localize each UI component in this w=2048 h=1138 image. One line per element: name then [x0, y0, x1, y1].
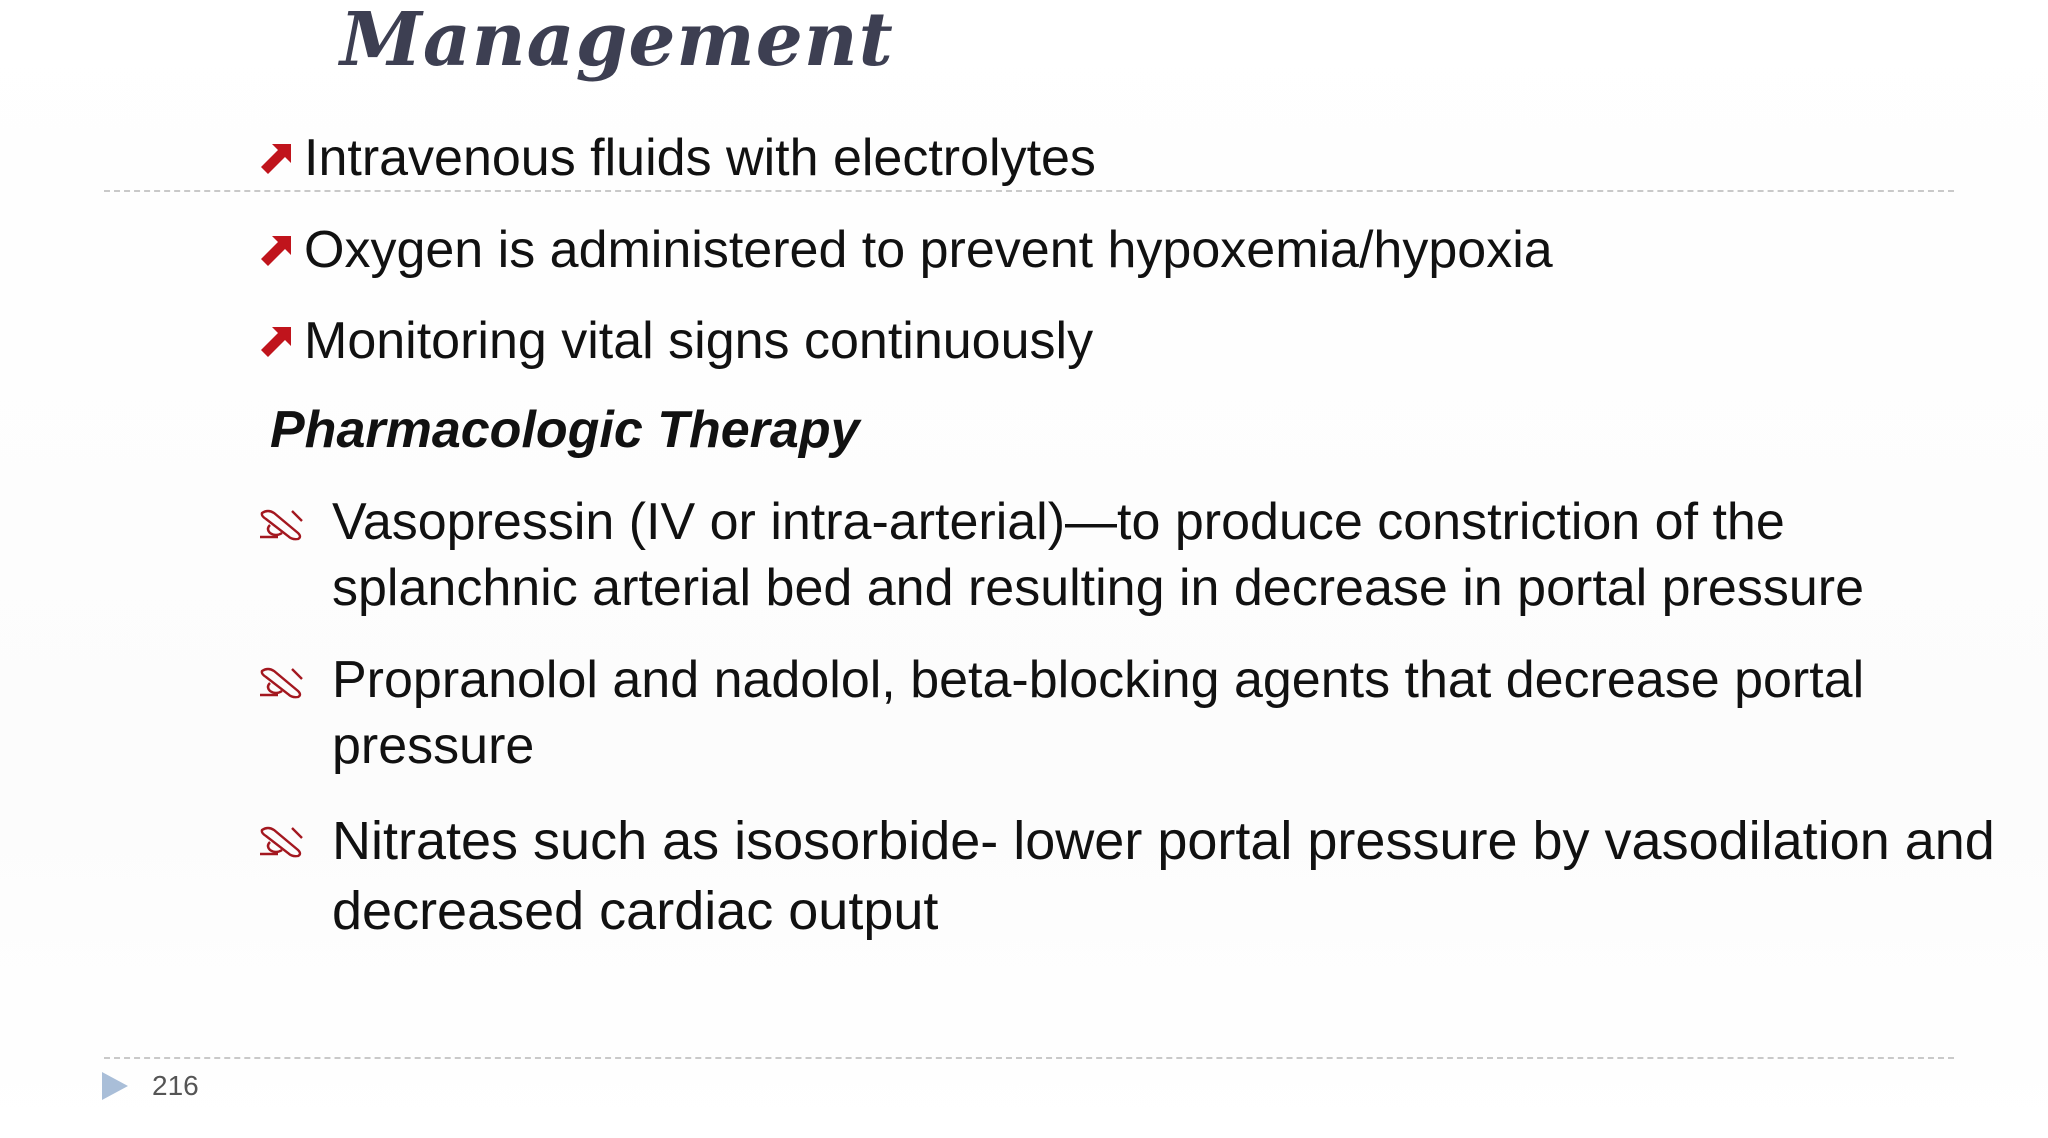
pharmacologic-item-text: Propranolol and nadolol, beta-blocking agents that decrease portal pressure: [332, 651, 1865, 775]
red-arrow-icon: [258, 232, 294, 268]
section-subheading: Pharmacologic Therapy: [270, 401, 860, 459]
writing-hand-icon: [258, 663, 306, 699]
pharmacologic-item: [258, 489, 2032, 621]
bullet-item: [258, 220, 1553, 280]
play-triangle-icon: [100, 1070, 130, 1102]
bullet-item: [258, 128, 1096, 188]
red-arrow-icon: [258, 140, 294, 176]
writing-hand-icon: [258, 822, 306, 858]
bullet-text: Monitoring vital signs continuously: [304, 312, 1094, 370]
pharmacologic-item: [258, 647, 2032, 779]
pharmacologic-item-text: Vasopressin (IV or intra-arterial)—to produce constriction of the splanchnic arterial bed and resulting in decrease in portal pressure: [332, 493, 1864, 617]
bullet-text: Intravenous fluids with electrolytes: [304, 129, 1096, 187]
bullet-text: Oxygen is administered to prevent hypoxemia/hypoxia: [304, 221, 1553, 279]
slide-footer: [100, 1070, 199, 1102]
writing-hand-icon: [258, 505, 306, 541]
pharmacologic-item: [258, 806, 2032, 946]
red-arrow-icon: [258, 323, 294, 359]
slide-title: Management: [340, 0, 894, 83]
bottom-divider: [104, 1057, 1954, 1059]
page-number: 216: [152, 1070, 199, 1101]
bullet-item: [258, 311, 1093, 371]
pharmacologic-item-text: Nitrates such as isosorbide- lower portal pressure by vasodilation and decreased cardiac output: [332, 811, 1995, 941]
top-divider: [104, 190, 1954, 192]
